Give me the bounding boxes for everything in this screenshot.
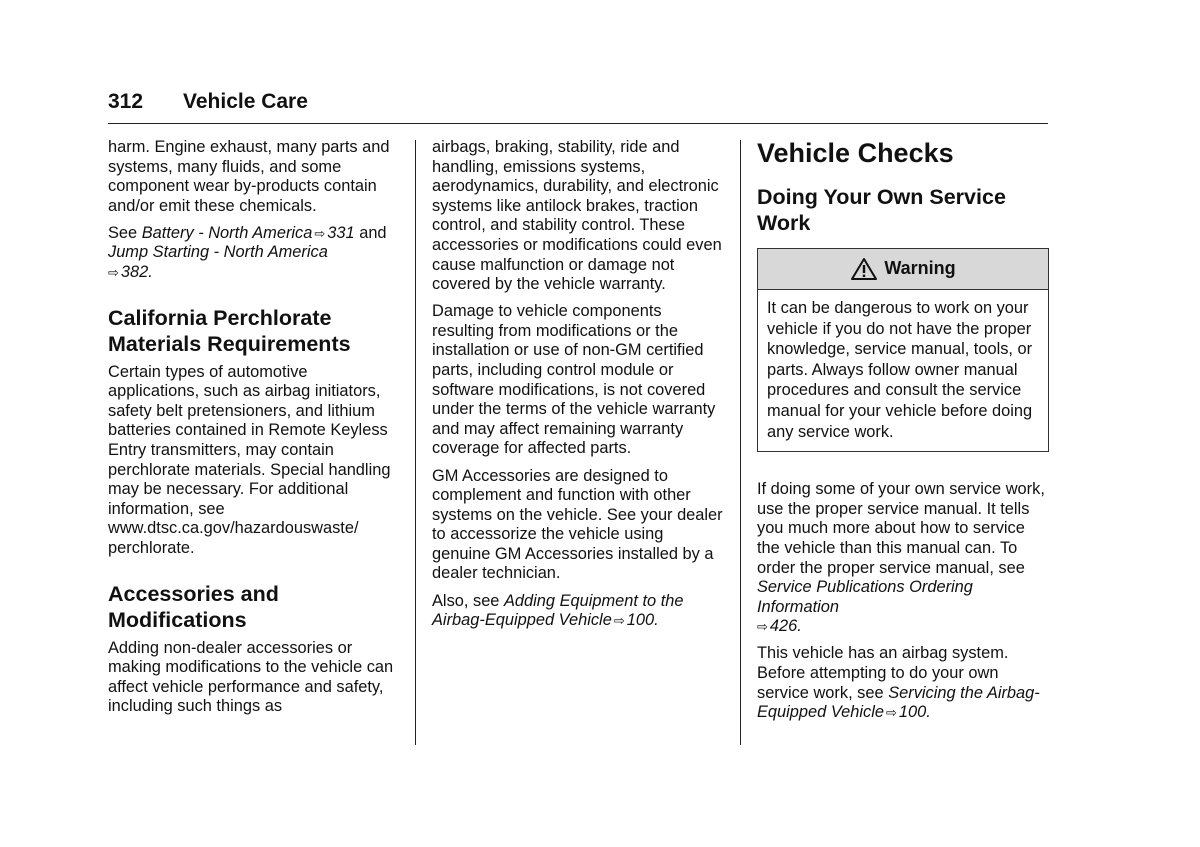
- column-left: [108, 138, 400, 724]
- xref-page[interactable]: 100.: [626, 611, 659, 630]
- warning-header: [758, 249, 1048, 290]
- column-middle: [432, 138, 724, 638]
- paragraph: harm. Engine exhaust, many parts and systems, many fluids, and some component wear by-products contain and/or emit these chemicals.: [108, 138, 390, 215]
- xref-page[interactable]: 382.: [120, 263, 153, 282]
- column-divider: [740, 140, 741, 745]
- paragraph: GM Accessories are designed to complement and function with other systems on the vehicle. See your dealer to accessorize the vehicle using genuine GM Accessories installed by a dealer technician.: [432, 466, 723, 583]
- page-reference-arrow-icon: ⇨: [885, 705, 897, 721]
- paragraph: airbags, braking, stability, ride and handling, emissions systems, aerodynamics, durability, and electronic systems like antilock brakes, traction control, and stability control. These accessories or modifications could even cause malfunction or damage not covered by the vehicle warranty.: [432, 138, 722, 294]
- heading-perchlorate: California Perchlorate Materials Requirements: [108, 305, 351, 356]
- paragraph-see-also: [432, 592, 724, 631]
- header-rule: [108, 123, 1048, 124]
- xref-page[interactable]: 426.: [769, 617, 802, 636]
- warning-triangle-icon: [850, 257, 878, 281]
- xref-jump-starting[interactable]: Jump Starting - North America: [108, 243, 328, 262]
- section-title: Vehicle Care: [183, 90, 308, 113]
- page-header: [108, 90, 1048, 124]
- xref-adding-equipment[interactable]: Adding Equipment to the Airbag-Equipped Vehicle: [432, 591, 684, 630]
- paragraph: [757, 480, 1049, 637]
- page-reference-arrow-icon: ⇨: [108, 265, 119, 281]
- text: If doing some of your own service work, use the proper service manual. It tells you much more about how to service the vehicle than this manual can. To order the proper service manual, see: [757, 480, 1045, 577]
- page-reference-arrow-icon: ⇨: [613, 613, 625, 629]
- text: See: [108, 223, 138, 242]
- paragraph: Adding non-dealer accessories or making modifications to the vehicle can affect vehicle performance and safety, including such things as: [108, 638, 394, 716]
- warning-title: Warning: [884, 258, 956, 279]
- text: Also, see: [432, 591, 500, 610]
- page-reference-arrow-icon: ⇨: [314, 225, 326, 241]
- warning-box: [757, 248, 1049, 452]
- paragraph: Certain types of automotive applications, such as airbag initiators, safety belt pretensioners, and lithium batteries contained in Remote Keyless Entry transmitters, may contain perchlorate materials. Special handling may be necessary. For additional information, see www.dtsc.ca.gov/hazardouswaste/ perchlorate.: [108, 362, 391, 557]
- heading-accessories: Accessories and Modifications: [108, 581, 279, 632]
- xref-page[interactable]: 331: [327, 223, 355, 242]
- xref-servicing-airbag[interactable]: Servicing the Airbag-Equipped Vehicle: [757, 683, 1040, 722]
- paragraph: Damage to vehicle components resulting from modifications or the installation or use of non-GM certified parts, including control module or software modifications, is not covered under the terms of the vehicle warranty and may affect remaining warranty coverage for affected parts.: [432, 302, 716, 458]
- heading-doing-your-own-service: Doing Your Own Service Work: [757, 185, 1006, 235]
- paragraph-see-also: [108, 224, 400, 283]
- xref-service-publications[interactable]: Service Publications Ordering Information: [757, 578, 973, 616]
- text: and: [359, 223, 387, 242]
- text: This vehicle has an airbag system. Before attempting to do your own service work, see: [757, 644, 1009, 702]
- column-right: [757, 138, 1049, 730]
- warning-text: It can be dangerous to work on your vehicle if you do not have the proper knowledge, service manual, tools, or parts. Always follow owner manual procedures and consult the service manual for your vehicle before doing any service work.: [767, 299, 1033, 441]
- paragraph: [757, 644, 1049, 722]
- xref-page[interactable]: 100.: [898, 703, 931, 722]
- page-number: 312: [108, 90, 144, 113]
- page-reference-arrow-icon: ⇨: [757, 619, 768, 635]
- xref-battery[interactable]: Battery - North America: [141, 223, 313, 242]
- heading-vehicle-checks: Vehicle Checks: [757, 138, 954, 168]
- column-divider: [415, 140, 416, 745]
